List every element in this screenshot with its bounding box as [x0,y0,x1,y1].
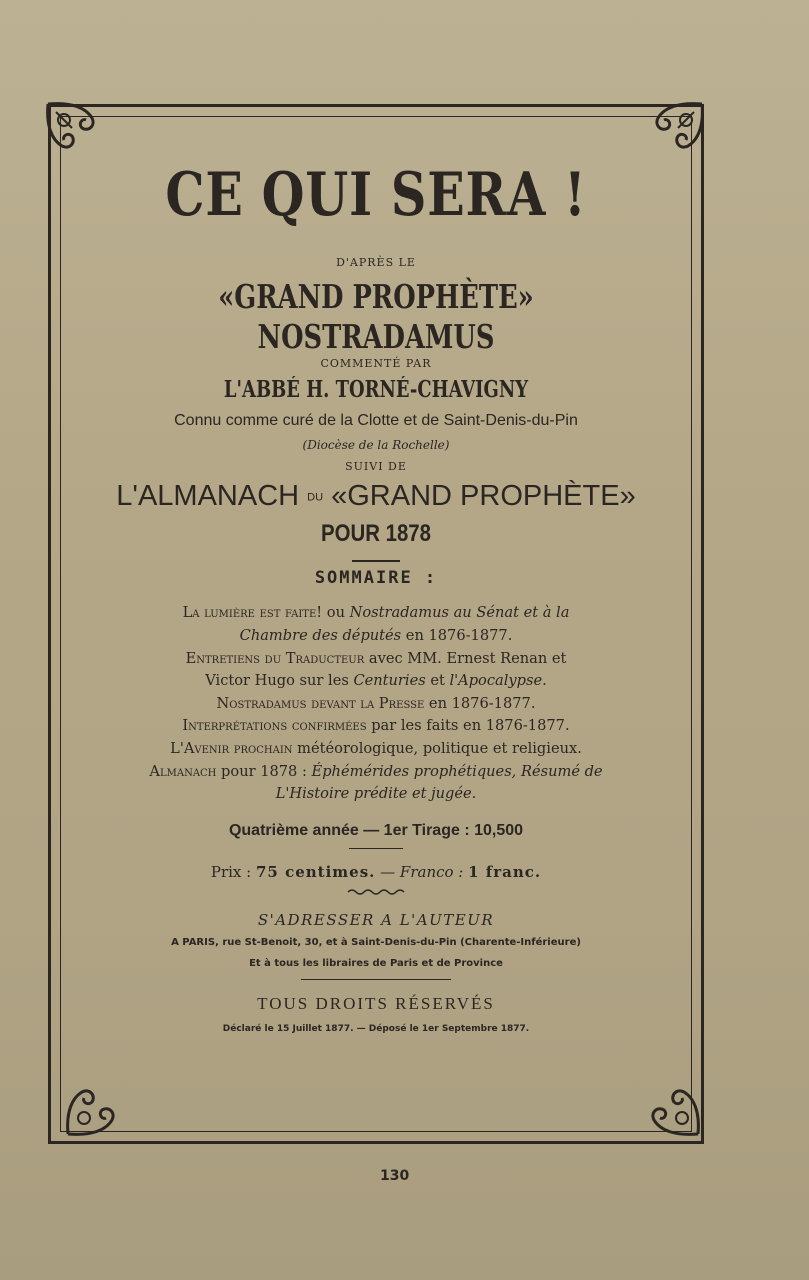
corner-ornament-bottom-left [62,1078,132,1140]
almanac-title-du: DU [307,491,324,504]
legal-deposit: Déclaré le 15 Juillet 1877. — Déposé le 1er Septembre 1877. [222,1023,530,1034]
corner-ornament-bottom-right [634,1078,704,1140]
summary-line: La lumière est faite! ou Nostradamus au Sénat et à la [182,604,570,622]
summary-line: Interprétations confirmées par les faits en 1876-1877. [182,717,570,735]
contact-heading: S'ADRESSER A L'AUTEUR [257,910,495,929]
diocese: (Diocèse de la Rochelle) [302,438,450,452]
summary-line: L'Avenir prochain météorologique, politique et religieux. [170,739,582,757]
suivi-de: SUIVI DE [345,460,407,473]
summary-list [64,602,688,805]
summary-line: Almanach pour 1878 : Éphémérides prophétiques, Résumé de [149,762,603,780]
address-line-1: A PARIS, rue St-Benoit, 30, et à Saint-Denis-du-Pin (Charente-Inférieure) [171,936,581,948]
summary-line: Chambre des députés en 1876-1877. [239,626,513,644]
corner-ornament-top-left [42,98,112,160]
author-known-as: Connu comme curé de la Clotte et de Saint-Denis-du-Pin [174,412,578,429]
prophet-headline: «GRAND PROPHÈTE» NOSTRADAMUS [218,277,534,356]
divider [349,848,403,849]
summary-line: Nostradamus devant la Presse en 1876-1877. [216,694,536,712]
summary-line: Victor Hugo sur les Centuries et l'Apocalypse. [205,672,547,690]
divider [352,560,400,562]
divider [301,979,451,980]
d-apres-le: D'APRÈS LE [336,256,416,269]
main-title: CE QUI SERA ! [165,160,587,230]
commente-par: COMMENTÉ PAR [320,357,432,370]
rights-reserved: TOUS DROITS RÉSERVÉS [257,993,495,1013]
title-page-content [64,160,688,1034]
wavy-divider [346,887,406,897]
almanac-title [64,479,688,514]
almanac-title-part2: «GRAND PROPHÈTE» [331,480,636,512]
author-name: L'ABBÉ H. TORNÉ-CHAVIGNY [223,376,529,403]
summary-line: L'Histoire prédite et jugée. [275,785,477,803]
price-line: Prix : 75 centimes. — Franco : 1 franc. [210,862,542,881]
almanac-title-part1: L'ALMANACH [116,480,300,512]
sommaire-heading: SOMMAIRE : [314,568,438,589]
summary-line: Entretiens du Traducteur avec MM. Ernest Renan et [185,649,567,667]
printing-info: Quatrième année — 1er Tirage : 10,500 [228,821,524,839]
almanac-year: POUR 1878 [321,520,431,548]
page-number: 130 [380,1168,410,1184]
corner-ornament-top-right [638,98,708,160]
address-line-2: Et à tous les libraires de Paris et de Province [249,957,503,969]
